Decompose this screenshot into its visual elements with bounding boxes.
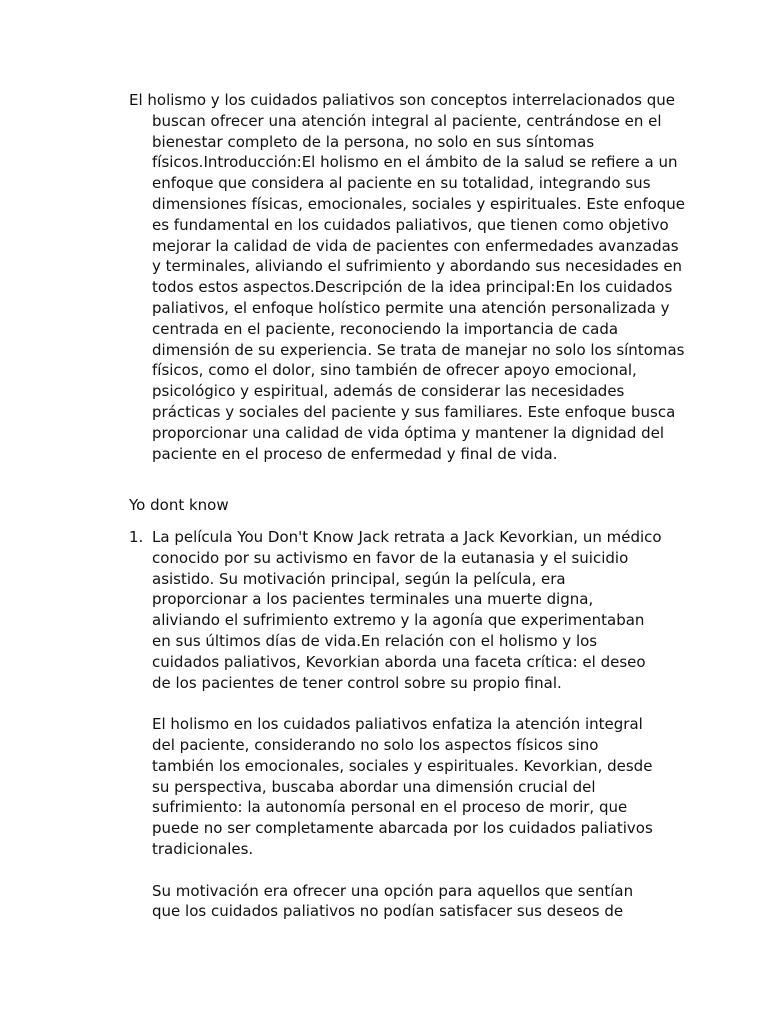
list-item-paragraph: El holismo en los cuidados paliativos enfatiza la atención integral del paciente, considerando no solo los aspectos físicos sino también los emocionales, sociales y espirituales. Kevorkian, desde su perspectiva, buscaba abordar una dimensión crucial del sufrimiento: la autonomía personal en el proceso de morir, que puede no ser completamente abarcada por los cuidados paliativos tradicionales. (152, 715, 653, 858)
list-item-number: 1. (129, 528, 144, 546)
numbered-list (129, 527, 669, 922)
short-line: Yo dont know (129, 496, 229, 514)
list-item-paragraph: Su motivación era ofrecer una opción para aquellos que sentían que los cuidados paliativos no podían satisfacer sus deseos de (152, 881, 634, 921)
list-item-body (152, 527, 662, 922)
list-item (129, 527, 669, 922)
list-item-paragraph: La película You Don't Know Jack retrata a Jack Kevorkian, un médico conocido por su activismo en favor de la eutanasia y el suicidio asistido. Su motivación principal, según la película, era proporcionar a los pacientes terminales una muerte digna, aliviando el sufrimiento extremo y la agonía que experimentaban en sus últimos días de vida.En relación con el holismo y los cuidados paliativos, Kevorkian aborda una faceta crítica: el deseo de los pacientes de tener control sobre su propio final. (152, 528, 662, 692)
intro-paragraph: El holismo y los cuidados paliativos son conceptos interrelacionados que buscan ofrecer una atención integral al paciente, centrándose en el bienestar completo de la persona, no solo en sus síntomas físicos.Introducción:El holismo en el ámbito de la salud se refiere a un enfoque que considera al paciente en su totalidad, integrando sus dimensiones físicas, emocionales, sociales y espirituales. Este enfoque es fundamental en los cuidados paliativos, que tienen como objetivo mejorar la calidad de vida de pacientes con enfermedades avanzadas y terminales, aliviando el sufrimiento y abordando sus necesidades en todos estos aspectos.Descripción de la idea principal:En los cuidados paliativos, el enfoque holístico permite una atención personalizada y centrada en el paciente, reconociendo la importancia de cada dimensión de su experiencia. Se trata de manejar no solo los síntomas físicos, como el dolor, sino también de ofrecer apoyo emocional, psicológico y espiritual, además de considerar las necesidades prácticas y sociales del paciente y sus familiares. Este enfoque busca proporcionar una calidad de vida óptima y mantener la dignidad del paciente en el proceso de enfermedad y final de vida. (129, 91, 686, 463)
